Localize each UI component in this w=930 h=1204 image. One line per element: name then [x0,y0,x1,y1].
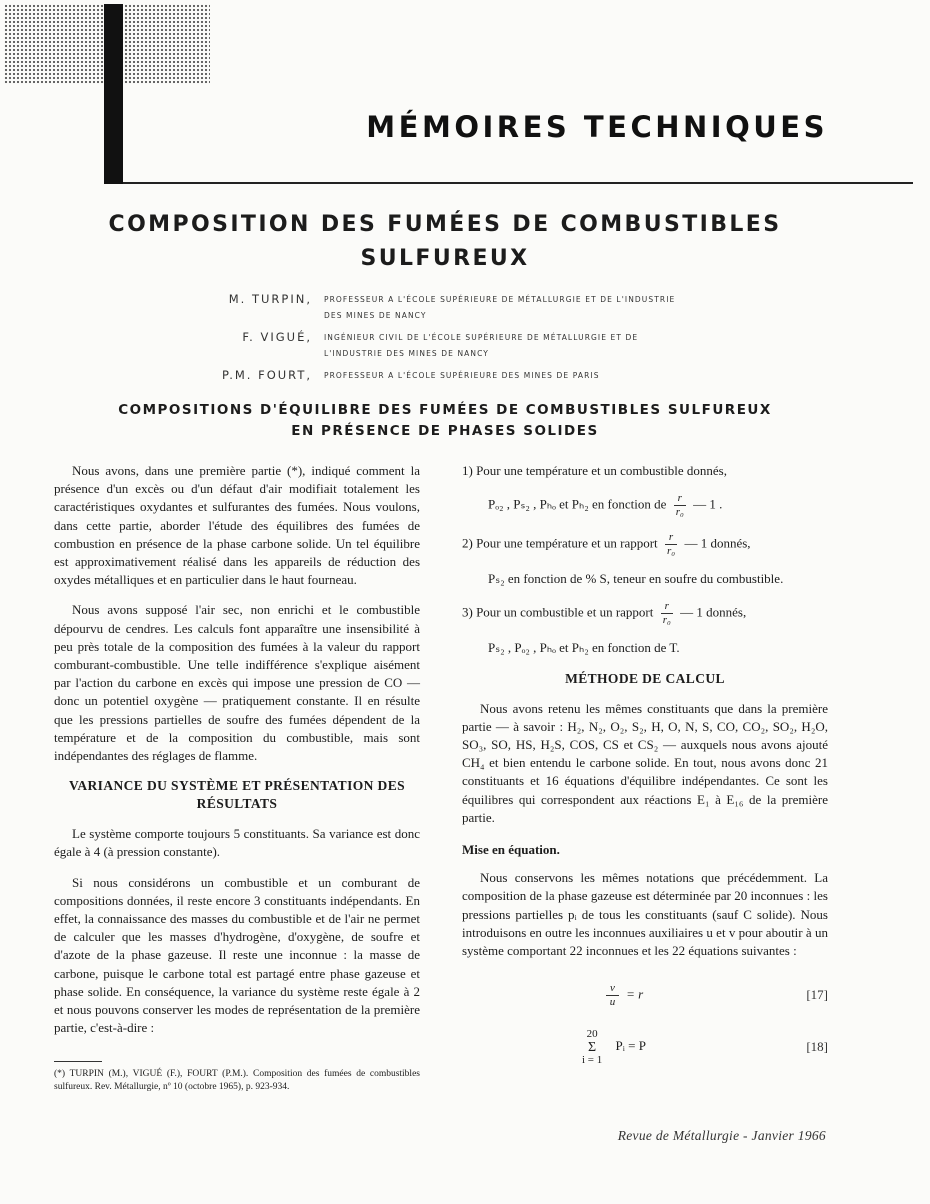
author-entry [200,368,680,384]
author-affiliation: PROFESSEUR A L'ÉCOLE SUPÉRIEURE DE MÉTALLURGIE ET DE L'INDUSTRIE DES MINES DE NANCY [324,295,676,320]
author-list [200,292,680,390]
header-rule [123,182,913,184]
equation-number: [17] [806,987,828,1003]
list-item-text: 2) Pour une température et un rapport [462,535,658,551]
equation-expression [582,1028,646,1067]
article-subtitle [60,400,830,442]
fraction-denominator: u [609,995,616,1008]
paragraph: Nous avons retenu les mêmes constituants que dans la première partie — à savoir : H₂, N₂, O₂, S₂, H, O, N, S, CO, CO₂, SO₂, H₂O, SO₃, SO, HS, H₂S, COS, CS et CS₂ — auxquels nous avons ajouté CH₄ et bien entendu le carbone solide. En tout, nous avons donc 21 constituants et 16 équations d'équilibre indépendantes. Ce sont les équilibres qui correspondent aux réactions E₁ à E₁₆ de la première partie. [462,700,828,825]
decorative-bar [104,4,123,184]
right-column [462,462,828,1076]
author-name: P.M. FOURT, [222,368,312,382]
article-subtitle-line1: COMPOSITIONS D'ÉQUILIBRE DES FUMÉES DE COMBUSTIBLES SULFUREUX [118,402,772,418]
list-item [462,600,828,627]
author-name: F. VIGUÉ, [242,330,312,344]
footnote: (*) TURPIN (M.), VIGUÉ (F.), FOURT (P.M.). Composition des fumées de combustibles sulfureux. Rev. Métallurgie, nº 10 (octobre 1965), p. 923-934. [54,1069,420,1093]
author-affiliation: PROFESSEUR A L'ÉCOLE SUPÉRIEURE DES MINES DE PARIS [324,371,600,380]
author-entry [200,292,680,324]
formula-line [462,492,828,519]
sum-sigma: Σ [588,1039,597,1055]
fraction-numerator: r [661,600,673,614]
paragraph: Si nous considérons un combustible et un comburant de compositions données, il reste encore 3 constituants indépendants. En effet, la connaissance des masses du combustible et de l'air ne permet de calculer que les masses d'hydrogène, d'oxygène, de soufre et d'azote de la phase gazeuse. Il reste une inconnue : la masse de carbone, puisque le carbone total est partagé entre phase gazeuse et phase solide. En conséquence, la variance du système reste égale à 2 et nous pouvons conserver les modes de représentation de la première partie, c'est-à-dire : [54,874,420,1036]
fraction-numerator: r [674,492,686,506]
list-item-tail: — 1 donnés, [684,535,751,551]
fraction-denominator: r₀ [675,506,684,519]
paragraph: Nous avons supposé l'air sec, non enrichi et le combustible dépourvu de cendres. Les calculs font apparaître une insensibilité à peu près totale de la composition des fumées à la valeur du rapport comburant-combustible. Une telle indifférence s'explique aisément par l'action du carbone en excès qui impose une pression de CO — donc un potentiel oxygène — pratiquement constante. Il en résulte que les pressions partielles de soufre des fumées dépendent de la température et de la composition du combustible, mais sont indépendantes des réglages de flamme. [54,602,420,764]
list-item-text: 3) Pour un combustible et un rapport [462,604,654,620]
fraction-numerator: v [606,982,619,996]
fraction [665,531,677,558]
fraction-numerator: r [665,531,677,545]
formula-line: Pₛ₂ , Pₒ₂ , Pₕₒ et Pₕ₂ en fonction de T. [488,640,680,656]
left-column [54,462,420,1106]
sum-upper: 20 [586,1027,598,1040]
article-subtitle-line2: EN PRÉSENCE DE PHASES SOLIDES [291,423,599,439]
author-entry [200,330,680,362]
section-heading: VARIANCE DU SYSTÈME ET PRÉSENTATION DES RÉSULTATS [68,778,406,812]
article-title-line1: COMPOSITION DES FUMÉES DE COMBUSTIBLES [108,212,782,237]
equation-rhs: = r [626,986,644,1002]
equation-number: [18] [806,1039,828,1055]
journal-footer: Revue de Métallurgie - Janvier 1966 [617,1128,826,1143]
equation-rhs: Pᵢ = P [615,1038,646,1054]
sum-lower: i = 1 [582,1053,603,1066]
fraction [606,982,619,1009]
formula-text: Pₒ₂ , Pₛ₂ , Pₕₒ et Pₕ₂ en fonction de [488,496,667,512]
author-affiliation: INGÉNIEUR CIVIL DE L'ÉCOLE SUPÉRIEURE DE MÉTALLURGIE ET DE L'INDUSTRIE DES MINES DE NANCY [324,333,639,358]
author-name: M. TURPIN, [228,292,312,306]
list-item [462,531,828,558]
formula-tail: — 1 . [693,496,723,512]
list-item: 1) Pour une température et un combustible donnés, [462,463,727,478]
equation-expression [602,982,643,1009]
formula-line: Pₛ₂ en fonction de % S, teneur en soufre du combustible. [488,571,784,587]
fraction [661,600,673,627]
summation [582,1028,602,1067]
fraction-denominator: r₀ [662,614,671,627]
article-title-line2: SULFUREUX [360,246,530,271]
fraction [674,492,686,519]
paragraph: Nous avons, dans une première partie (*), indiqué comment la présence d'un excès ou d'un défaut d'air modifiait totalement les caractéristiques oxydantes et sulfurantes des fumées. Nous voulons, dans cette partie, aborder l'étude des équilibres des fumées de combustion en présence de la phase carbone solide. Un tel équilibre est approximativement réalisé dans les appareils de réduction des oxydes métalliques et en particulier dans le haut fourneau. [54,463,420,588]
article-title [60,208,830,276]
list-item-tail: — 1 donnés, [680,604,747,620]
section-heading: MÉTHODE DE CALCUL [565,670,725,686]
section-title: MÉMOIRES TECHNIQUES [366,110,828,144]
footnote-rule [54,1061,102,1062]
paragraph: Nous conservons les mêmes notations que précédemment. La composition de la phase gazeuse est déterminée par 20 inconnues : les pressions partielles pᵢ de tous les constituants (sauf C solide). Nous introduisons en outre les inconnues auxiliaires u et v pour aboutir à un système comportant 22 inconnues et les 22 équations suivantes : [462,870,828,959]
equation-17 [462,972,828,1018]
fraction-denominator: r₀ [666,545,676,558]
paragraph: Le système comporte toujours 5 constituants. Sa variance est donc égale à 4 (à pression constante). [54,826,420,860]
subsection-heading: Mise en équation. [462,842,560,858]
equation-18 [462,1024,828,1070]
